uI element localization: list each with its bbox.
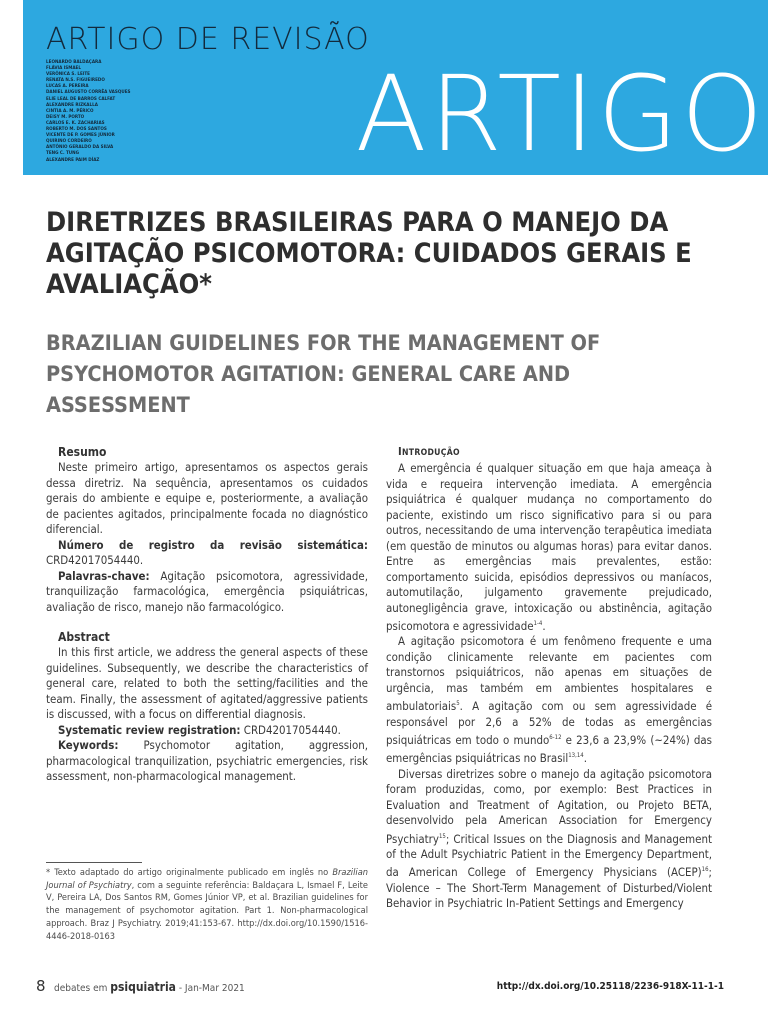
header-big-word: ARTIGO	[355, 53, 766, 175]
abstract-registry-label: Systematic review registration:	[58, 722, 241, 737]
resumo-registry-label: Número de registro da revisão sistemática:	[58, 537, 368, 552]
intro-p3-ref1: 15	[438, 832, 446, 840]
intro-p3-ref2: 16	[701, 866, 709, 874]
title-portuguese: DIRETRIZES BRASILEIRAS PARA O MANEJO DA AGITAÇÃO PSICOMOTORA: CUIDADOS GERAIS E AVALIAÇÃO*	[46, 207, 692, 300]
intro-p2c: e 23,6 a 23,9% (~24%) das emergências psiquiátricas no Brasil	[386, 732, 713, 766]
abstract-keywords-label: Keywords:	[58, 738, 119, 752]
footnote-rule	[46, 862, 142, 863]
intro-p2a: A agitação psicomotora é um fenômeno frequente e uma condição clinicamente relevante em pacientes com transtornos psiquiátricos, não apenas em situações de urgência, mas também em ambientes hospitalares e ambulatoriais	[386, 634, 712, 714]
intro-p2-ref3: 13,14	[568, 752, 584, 760]
intro-heading-rest: NTRODUÇÃO	[401, 448, 460, 458]
author-name: ROBERTO M. DOS SANTOS	[46, 127, 107, 133]
resumo-keywords-label: Palavras-chave:	[58, 568, 150, 583]
intro-heading	[386, 444, 712, 461]
intro-p1-ref: 1-4	[533, 620, 543, 627]
section-label: ARTIGO DE REVISÃO	[46, 22, 370, 57]
resumo-registry	[46, 538, 368, 569]
intro-p3a: Diversas diretrizes sobre o manejo da agitação psicomotora foram produzidas, como, por exemplo: Best Practices in Evaluation and Treatment of Agitation, ou Projeto BETA, desenvolvido pela American Association for Emergency Psychiatry	[386, 766, 712, 846]
author-name: ANTÔNIO GERALDO DA SILVA	[46, 145, 114, 151]
resumo-keywords-value: Agitação psicomotora, agressividade, tranquilização farmacológica, emergência psiquiátricas, avaliação de risco, manejo não farmacológico.	[46, 568, 368, 614]
abstract-keywords	[46, 738, 368, 785]
footnote-text-2: , com a seguinte referência: Baldaçara L, Ismael F, Leite V, Pereira LA, Dos Santos RM, Gomes Júnior VP, et al. Brazilian guidelines for the management of psychomotor agitation. Part 1. Non-pharmacological approach. Braz J Psychiatry. 2019;41:153-67. http://dx.doi.org/10.1590/1516-4446-2018-0163	[46, 879, 368, 942]
abstract-text: In this first article, we address the general aspects of these guidelines. Subsequently, we describe the characteristics of general care, related to both the setting/facilities and the team. Finally, the assessment of agitated/aggressive patients is discussed, with a focus on differential diagnosis.	[46, 645, 368, 721]
intro-p3b: ; Critical Issues on the Diagnosis and Management of the Adult Psychiatric Patient in the Emergency Department, da American College of Emergency Physicians (ACEP)	[386, 831, 712, 880]
journal-name	[54, 980, 245, 994]
author-name: LUCAS A. PEREIRA	[46, 84, 89, 90]
intro-paragraph-3	[386, 767, 712, 912]
author-name: CARLOS E. K. ZACHARIAS	[46, 120, 105, 126]
author-name: CINTIA A. M. PÉRICO	[46, 108, 94, 114]
author-name: TENG C. TUNG	[46, 151, 79, 157]
author-list	[46, 60, 131, 164]
author-name: QUIRINO CORDEIRO	[46, 139, 92, 145]
author-name: DEISY M. PORTO	[46, 114, 85, 120]
author-name: LEONARDO BALDAÇARA	[46, 60, 102, 65]
author-name: ALEXANDRE PAIM DÍAZ	[46, 157, 100, 163]
abstract-registry-value: CRD42017054440.	[243, 722, 341, 737]
journal-prefix: debates em	[54, 983, 108, 994]
title-english: BRAZILIAN GUIDELINES FOR THE MANAGEMENT OF PSYCHOMOTOR AGITATION: GENERAL CARE AND ASSESSMENT	[46, 331, 601, 418]
intro-paragraph-1: A emergência é qualquer situação em que haja ameaça à vida e requeira intervenção imediata. A emergência psiquiátrica é qualquer mudança no comportamento do paciente, existindo um risco significativo para si ou para outros, necessitando de uma intervenção terapêutica imediata (em questão de minutos ou algumas horas) para evitar danos. Entre as emergências mais prevalentes, estão: comportamento suicida, episódios depressivos ou maníacos, automutilação, julgamento gravemente prejudicado, autonegligência grave, intoxicação ou abstinência, agitação psicomotora e agressividade$^{1-4}$.	[386, 461, 712, 633]
journal-brand: psiquiatria	[110, 980, 176, 994]
right-column	[386, 444, 712, 912]
intro-p2-ref2: 6-12	[549, 734, 562, 742]
author-name: RENATA N.S. FIGUEIREDO	[46, 78, 105, 84]
abstract-heading: Abstract	[58, 630, 110, 644]
abstract-registry	[46, 723, 368, 739]
intro-p2b: . A agitação com ou sem agressividade é responsável por 2,6 a 52% de todas as emergências psiquiátricas em todo o mundo	[386, 699, 712, 747]
page-number: 8	[36, 977, 46, 995]
footnote	[46, 867, 368, 943]
author-name: ELIE LEAL DE BARROS CALFAT	[46, 96, 116, 102]
author-name: DANIEL AUGUSTO CORRÊA VASQUES	[46, 90, 131, 96]
abstract-keywords-value: Psychomotor agitation, aggression, pharmacological tranquilization, psychiatric emergencies, risk assessment, non-pharmacological management.	[46, 738, 368, 783]
author-name: ALEXANDRE RIZKALLA	[46, 102, 98, 108]
resumo-keywords	[46, 569, 368, 616]
author-name: VICENTE DE P. GOMES JÚNIOR	[46, 133, 115, 139]
resumo-text: Neste primeiro artigo, apresentamos os aspectos gerais dessa diretriz. Na sequência, apresentamos os cuidados gerais do ambiente e equipe e, posteriormente, a avaliação de pacientes agitados, principalmente focada no diagnóstico diferencial.	[46, 460, 368, 536]
author-name: VERÔNICA S. LEITE	[46, 72, 91, 78]
left-column	[46, 444, 368, 785]
doi-link[interactable]: http://dx.doi.org/10.25118/2236-918X-11-1-1	[496, 981, 724, 992]
intro-p3c: ; Violence – The Short-Term Management of Disturbed/Violent Behavior in Psychiatric In-Patient Settings and Emergency	[386, 865, 712, 911]
intro-p2-ref1: 5	[456, 700, 460, 708]
intro-p1-text: A emergência é qualquer situação em que haja ameaça à vida e requeira intervenção imediata. A emergência psiquiátrica é qualquer mudança no comportamento do paciente, existindo um risco significativo para si ou para outros, necessitando de uma intervenção terapêutica imediata (em questão de minutos ou algumas horas) para evitar danos. Entre as emergências mais prevalentes, estão: comportamento suicida, episódios depressivos ou maníacos, automutilação, julgamento gravemente prejudicado, autonegligência grave, intoxicação ou abstinência, agitação psicomotora e agressividade	[386, 461, 712, 633]
journal-suffix: - Jan-Mar 2021	[178, 983, 245, 994]
resumo-registry-value: CRD42017054440.	[46, 553, 144, 567]
intro-paragraph-2: A agitação psicomotora é um fenômeno frequente e uma condição clinicamente relevante em pacientes com transtornos psiquiátricos, não apenas em situações de urgência, mas também em ambientes hospitalares e ambulatoriais$^5$. A agitação com ou sem agressividade é responsável por 2,6 a 52% de todas as emergências psiquiátricas em todo o mundo$^{6-12}$ e 23,6 a 23,9% (~24%) das emergências psiquiátricas no Brasil$^{13,14}$.	[386, 634, 713, 766]
author-name: FLÁVIA ISMAEL	[46, 66, 81, 72]
resumo-heading: Resumo	[58, 445, 107, 459]
intro-heading-cap: I	[398, 445, 402, 458]
footnote-journal: Brazilian Journal of Psychiatry	[46, 867, 368, 891]
footnote-text-1: * Texto adaptado do artigo originalmente publicado em inglês no	[46, 867, 333, 878]
